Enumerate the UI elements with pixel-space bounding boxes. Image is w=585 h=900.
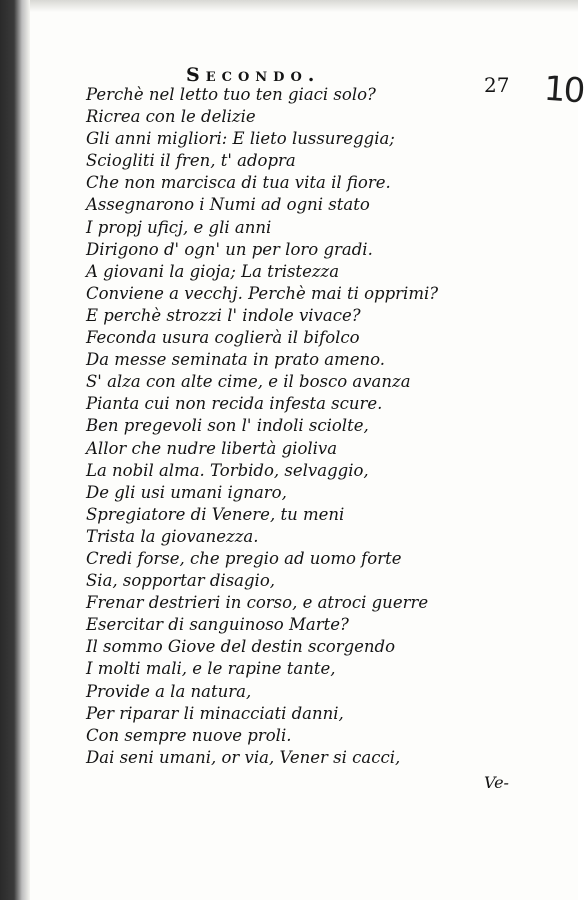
book-gutter-shadow xyxy=(0,0,30,900)
verse-line: Sciogliti il fren, t' adopra xyxy=(86,151,296,171)
verse-line: Con sempre nuove proli. xyxy=(86,725,292,745)
page-number: 27 xyxy=(484,73,510,97)
verse-line: Esercitar di sanguinoso Marte? xyxy=(86,615,349,635)
verse-line: Pianta cui non recida infesta scure. xyxy=(86,394,383,414)
verse-line: I molti mali, e le rapine tante, xyxy=(86,659,336,679)
verse-line: Trista la giovanezza. xyxy=(86,526,259,546)
verse-line: Che non marcisca di tua vita il fiore. xyxy=(86,173,391,193)
verse-line: S' alza con alte cime, e il bosco avanza xyxy=(86,372,411,392)
verse-line: Frenar destrieri in corso, e atroci guerre xyxy=(86,593,429,613)
page-top-edge xyxy=(30,0,578,12)
verse-line: Sia, sopportar disagio, xyxy=(86,571,276,591)
verse-line: Dirigono d' ogn' un per loro gradi. xyxy=(86,239,373,259)
verse-line: Il sommo Giove del destin scorgendo xyxy=(86,637,396,657)
verse-line: Conviene a vecchj. Perchè mai ti opprimi? xyxy=(86,283,439,303)
verse-line: Allor che nudre libertà gioliva xyxy=(86,438,338,458)
verse-line: Spregiatore di Venere, tu meni xyxy=(86,504,345,524)
catchword: Ve- xyxy=(484,773,509,792)
verse-line: Ben pregevoli son l' indoli sciolte, xyxy=(86,416,369,436)
verse-line: La nobil alma. Torbido, selvaggio, xyxy=(86,460,369,480)
handwritten-folio-number: 10 xyxy=(542,68,585,112)
verse-line: Assegnarono i Numi ad ogni stato xyxy=(86,195,370,215)
verse-line: E perchè strozzi l' indole vivace? xyxy=(86,305,361,325)
running-head: Secondo. xyxy=(186,64,321,86)
verse-line: Provide a la natura, xyxy=(86,681,252,701)
verse-line: Da messe seminata in prato ameno. xyxy=(86,350,386,370)
verse-line: Dai seni umani, or via, Vener si cacci, xyxy=(86,747,401,767)
verse-line: De gli usi umani ignaro, xyxy=(86,482,287,502)
verse-line: A giovani la gioja; La tristezza xyxy=(86,261,340,281)
verse-line: Gli anni migliori: E lieto lussureggia; xyxy=(86,129,395,149)
verse-line: Perchè nel letto tuo ten giaci solo? xyxy=(86,85,376,104)
poem-text xyxy=(86,84,466,769)
verse-line: Feconda usura coglierà il bifolco xyxy=(86,328,360,348)
verse-line: I propj uficj, e gli anni xyxy=(86,217,272,237)
verse-line: Credi forse, che pregio ad uomo forte xyxy=(86,548,402,568)
verse-line: Ricrea con le delizie xyxy=(86,107,256,127)
verse-line: Per riparar li minacciati danni, xyxy=(86,703,344,723)
